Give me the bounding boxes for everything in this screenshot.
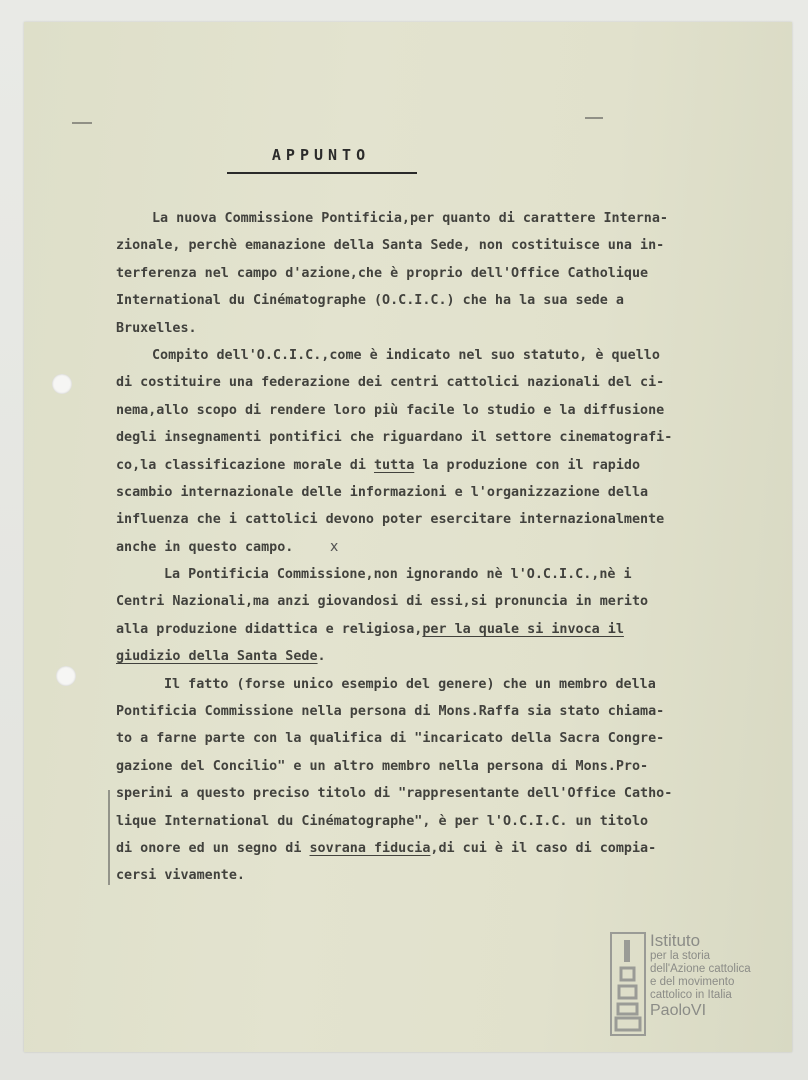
body-line: anche in questo campo. <box>116 539 294 555</box>
body-line: International du Cinématographe (O.C.I.C.) che ha la sua sede a <box>116 293 624 309</box>
body-line: La Pontificia Commissione,non ignorando nè l'O.C.I.C.,nè i <box>164 567 632 583</box>
body-line: gazione del Concilio" e un altro membro nella persona di Mons.Pro- <box>116 758 649 774</box>
body-line: lique International du Cinématographe", è per l'O.C.I.C. un titolo <box>116 813 649 829</box>
body-text: di onore ed un segno di <box>116 840 310 856</box>
paper-mark-left <box>72 122 92 124</box>
body-line: Il fatto (forse unico esempio del genere) che un membro della <box>164 676 656 692</box>
body-line: influenza che i cattolici devono poter esercitare internazionalmente <box>116 512 665 528</box>
body-line: cersi vivamente. <box>116 868 245 884</box>
logo-line: cattolico in Italia <box>650 989 732 1001</box>
logo-text <box>650 932 751 1020</box>
body-text: alla produzione didattica e religiosa, <box>116 621 423 637</box>
body-text: . <box>317 649 326 665</box>
pen-mark: x <box>330 539 339 555</box>
logo-letters <box>612 934 644 1038</box>
body-line: Pontificia Commissione nella persona di Mons.Raffa sia stato chiama- <box>116 704 665 720</box>
body-line: nema,allo scopo di rendere loro più facile lo studio e la diffusione <box>116 402 665 418</box>
document-body <box>116 205 772 890</box>
body-line: La nuova Commissione Pontificia,per quanto di carattere Interna- <box>152 211 668 226</box>
title-underline <box>227 172 417 174</box>
underlined-phrase: per la quale si invoca il <box>422 621 624 637</box>
isacem-logo <box>610 932 760 1036</box>
underlined-phrase: giudizio della Santa Sede <box>116 649 318 665</box>
body-line: Bruxelles. <box>116 320 197 336</box>
body-line: scambio internazionale delle informazioni e l'organizzazione della <box>116 484 649 500</box>
body-text: ,di cui è il caso di compia- <box>430 840 657 856</box>
logo-letter-box <box>610 932 646 1036</box>
logo-line: e del movimento <box>650 976 735 988</box>
body-line <box>116 643 772 670</box>
body-line <box>116 452 772 479</box>
body-text: la produzione con il rapido <box>414 457 641 473</box>
body-line: sperini a questo preciso titolo di "rappresentante dell'Office Catho- <box>116 786 673 802</box>
logo-line: Istituto <box>650 931 701 950</box>
body-line: di costituire una federazione dei centri cattolici nazionali del ci- <box>116 375 665 391</box>
underlined-phrase: sovrana fiducia <box>309 840 431 856</box>
body-line <box>116 835 772 862</box>
body-line: to a farne parte con la qualifica di "incaricato della Sacra Congre- <box>116 731 665 747</box>
body-text: co,la classificazione morale di <box>116 457 374 473</box>
document-title: APPUNTO <box>271 146 371 164</box>
punch-hole-lower <box>56 666 76 686</box>
margin-pencil-line <box>108 790 110 885</box>
underlined-word: tutta <box>373 457 415 473</box>
body-line: Centri Nazionali,ma anzi giovandosi di essi,si pronuncia in merito <box>116 594 649 610</box>
logo-line: PaoloVI <box>650 1002 707 1019</box>
body-line: degli insegnamenti pontifici che riguardano il settore cinematografi- <box>116 430 673 446</box>
logo-monogram-icon <box>612 934 644 1034</box>
paper-mark-right <box>585 117 603 119</box>
logo-line: per la storia <box>650 950 711 962</box>
logo-line: dell'Azione cattolica <box>650 963 751 975</box>
punch-hole-upper <box>52 374 72 394</box>
body-line: zionale, perchè emanazione della Santa Sede, non costituisce una in- <box>116 238 665 254</box>
body-line <box>116 616 772 643</box>
body-line: Compito dell'O.C.I.C.,come è indicato nel suo statuto, è quello <box>152 347 660 363</box>
body-line: terferenza nel campo d'azione,che è proprio dell'Office Catholique <box>116 265 649 281</box>
